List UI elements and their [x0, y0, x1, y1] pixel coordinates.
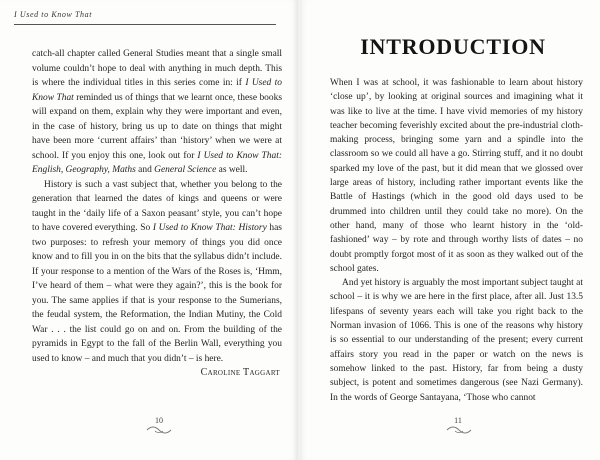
chapter-title: INTRODUCTION [360, 34, 546, 59]
text-run: reminded us of things that we learnt once, these books will expand on them, explain why they were important and even, in the case of history, bring us up to date on things that might have been more ‘current affairs’ than ‘history’ when we were at school. If you enjoy this one, look out for [32, 92, 283, 161]
text-run: History is such a vast subject that, whether you belong to the generation that learned the dates of kings and queens or were taught in the ‘daily life of a Saxon peasant’ style, you can’t hope to have covered everything. So [32, 179, 282, 233]
swash-ornament-icon [146, 426, 172, 434]
right-paragraph-2: And yet history is arguably the most important subject taught at school – it is why we are here in the first place, after all. Just 13.5 lifespans of seventy years each will take you right back to the Norman invasion of 1066. This is one of the reasons why history is so essential to our understanding of the present; every current affairs story you read in the paper or watch on the news is somehow linked to the past. History, far from being a dusty subject, is potent and sometimes dangerous (see Nazi Germany). In the words of George Santayana, ‘Those who cannot [330, 278, 583, 403]
right-paragraph-1: When I was at school, it was fashionable to learn about history ‘close up’, by looking at original sources and imagining what it was like to live at the time. I have vivid memories of my history teacher becoming feverishly excited about the pre-industrial cloth-making process, bringing some yarn and a spindle into the classroom so we could all have a go. Stirring stuff, and it no doubt sparked my love of the past, but it did mean that we glossed over large areas of history, including rather important events like the Battle of Hastings (which in the good old days used to be drummed into children until they could take no more). On the other hand, many of those who learnt history in the ‘old-fashioned’ way – by rote and through worthy lists of dates – no doubt promptly forgot most of it as soon as they walked out of the school gates. [330, 78, 583, 274]
left-page [0, 0, 298, 460]
italic-title: I Used to Know That: History [152, 223, 267, 233]
left-body-text [32, 47, 282, 366]
left-paragraph-2 [32, 178, 282, 367]
text-run: as well. [216, 165, 248, 175]
running-head: I Used to Know That [14, 10, 93, 19]
italic-title: I Used to Know That [32, 78, 282, 103]
italic-title: General Science [154, 165, 217, 175]
swash-ornament-icon [446, 426, 472, 434]
header-rule [14, 24, 276, 25]
right-page [300, 0, 600, 460]
text-run: catch-all chapter called General Studies meant that a single small volume couldn’t hope to deal with anything in much depth. This is where the individual titles in this series come in: if [32, 49, 282, 88]
page-number-left: 10 [155, 416, 163, 425]
page-number-right: 11 [454, 416, 462, 425]
text-run: and [135, 165, 155, 175]
left-paragraph-1 [32, 47, 282, 178]
author-signature: Caroline Taggart [200, 367, 280, 378]
right-body-text [330, 76, 583, 405]
italic-title: I Used to Know That: English, Geography, Maths [32, 150, 282, 175]
text-run: has two purposes: to refresh your memory of things you did once know and to fill you in on the bits that the syllabus didn’t include. If your response to a mention of the Wars of the Roses is, ‘Hmm, I’ve heard of them – what were they again?’, this is the book for you. The same applies if that is your response to the Sumerians, the feudal system, the Reformation, the Indian Mutiny, the Cold War . . . the list could go on and on. From the building of the pyramids in Egypt to the fall of the Berlin Wall, everything you used to know – and much that you didn’t – is here. [32, 223, 282, 364]
